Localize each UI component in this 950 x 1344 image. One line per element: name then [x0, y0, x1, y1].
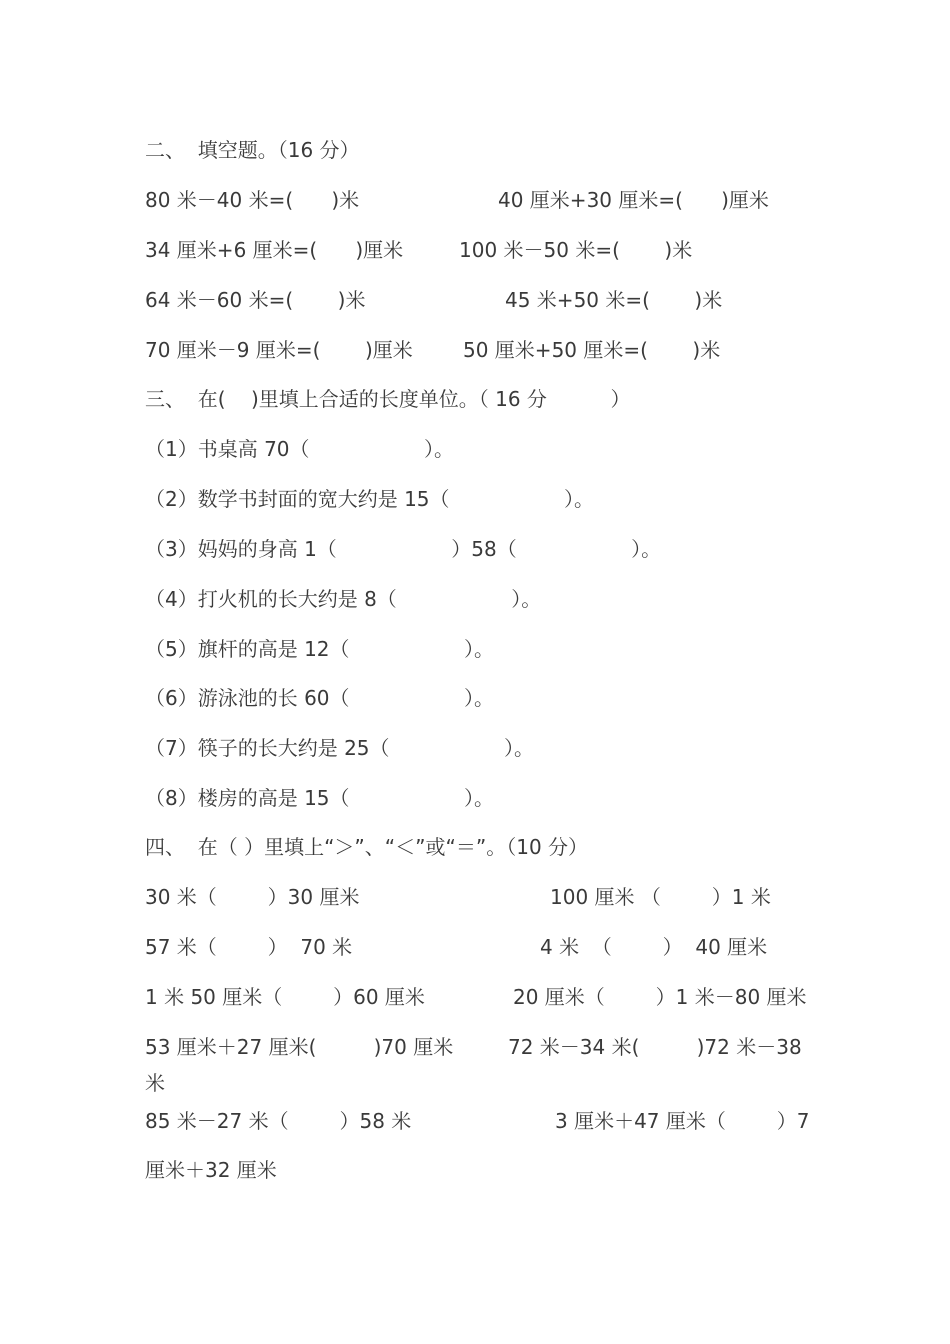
compare-1-left: 30 米（ ）30 厘米	[145, 885, 360, 909]
compare-4-left: 53 厘米＋27 厘米( )70 厘米	[145, 1035, 454, 1059]
compare-1-right: 100 厘米 （ ）1 米	[550, 885, 771, 909]
equation-1-left: 80 米－40 米=( )米	[145, 188, 360, 212]
unit-item-5: （5）旗杆的高是 12（ ）。	[145, 637, 494, 661]
compare-4-right: 72 米－34 米( )72 米－38	[508, 1035, 802, 1059]
unit-item-2: （2）数学书封面的宽大约是 15（ ）。	[145, 487, 594, 511]
unit-item-3: （3）妈妈的身高 1（ ）58（ ）。	[145, 537, 662, 561]
unit-item-8: （8）楼房的高是 15（ ）。	[145, 786, 494, 810]
section-2-title: 二、 填空题。（16 分）	[145, 138, 360, 162]
compare-3-left: 1 米 50 厘米（ ）60 厘米	[145, 985, 425, 1009]
equation-2-right: 100 米－50 米=( )米	[459, 238, 693, 262]
compare-4-continuation: 米	[145, 1071, 165, 1095]
equation-1-right: 40 厘米+30 厘米=( )厘米	[498, 188, 769, 212]
equation-4-right: 50 厘米+50 厘米=( )米	[463, 338, 721, 362]
compare-5-right: 3 厘米＋47 厘米（ ）7	[555, 1109, 810, 1133]
compare-5-continuation: 厘米＋32 厘米	[145, 1158, 277, 1182]
unit-item-1: （1）书桌高 70（ ）。	[145, 437, 454, 461]
unit-item-4: （4）打火机的长大约是 8（ ）。	[145, 587, 542, 611]
compare-2-right: 4 米 （ ） 40 厘米	[540, 935, 768, 959]
section-4-title: 四、 在（ ）里填上“＞”、“＜”或“＝”。（10 分）	[145, 835, 589, 859]
equation-2-left: 34 厘米+6 厘米=( )厘米	[145, 238, 404, 262]
compare-3-right: 20 厘米（ ）1 米－80 厘米	[513, 985, 807, 1009]
compare-2-left: 57 米（ ） 70 米	[145, 935, 353, 959]
unit-item-6: （6）游泳池的长 60（ ）。	[145, 686, 494, 710]
equation-4-left: 70 厘米－9 厘米=( )厘米	[145, 338, 413, 362]
equation-3-left: 64 米－60 米=( )米	[145, 288, 366, 312]
compare-5-left: 85 米－27 米（ ）58 米	[145, 1109, 412, 1133]
unit-item-7: （7）筷子的长大约是 25（ ）。	[145, 736, 534, 760]
section-3-title: 三、 在( )里填上合适的长度单位。（ 16 分 ）	[145, 387, 631, 411]
equation-3-right: 45 米+50 米=( )米	[505, 288, 723, 312]
